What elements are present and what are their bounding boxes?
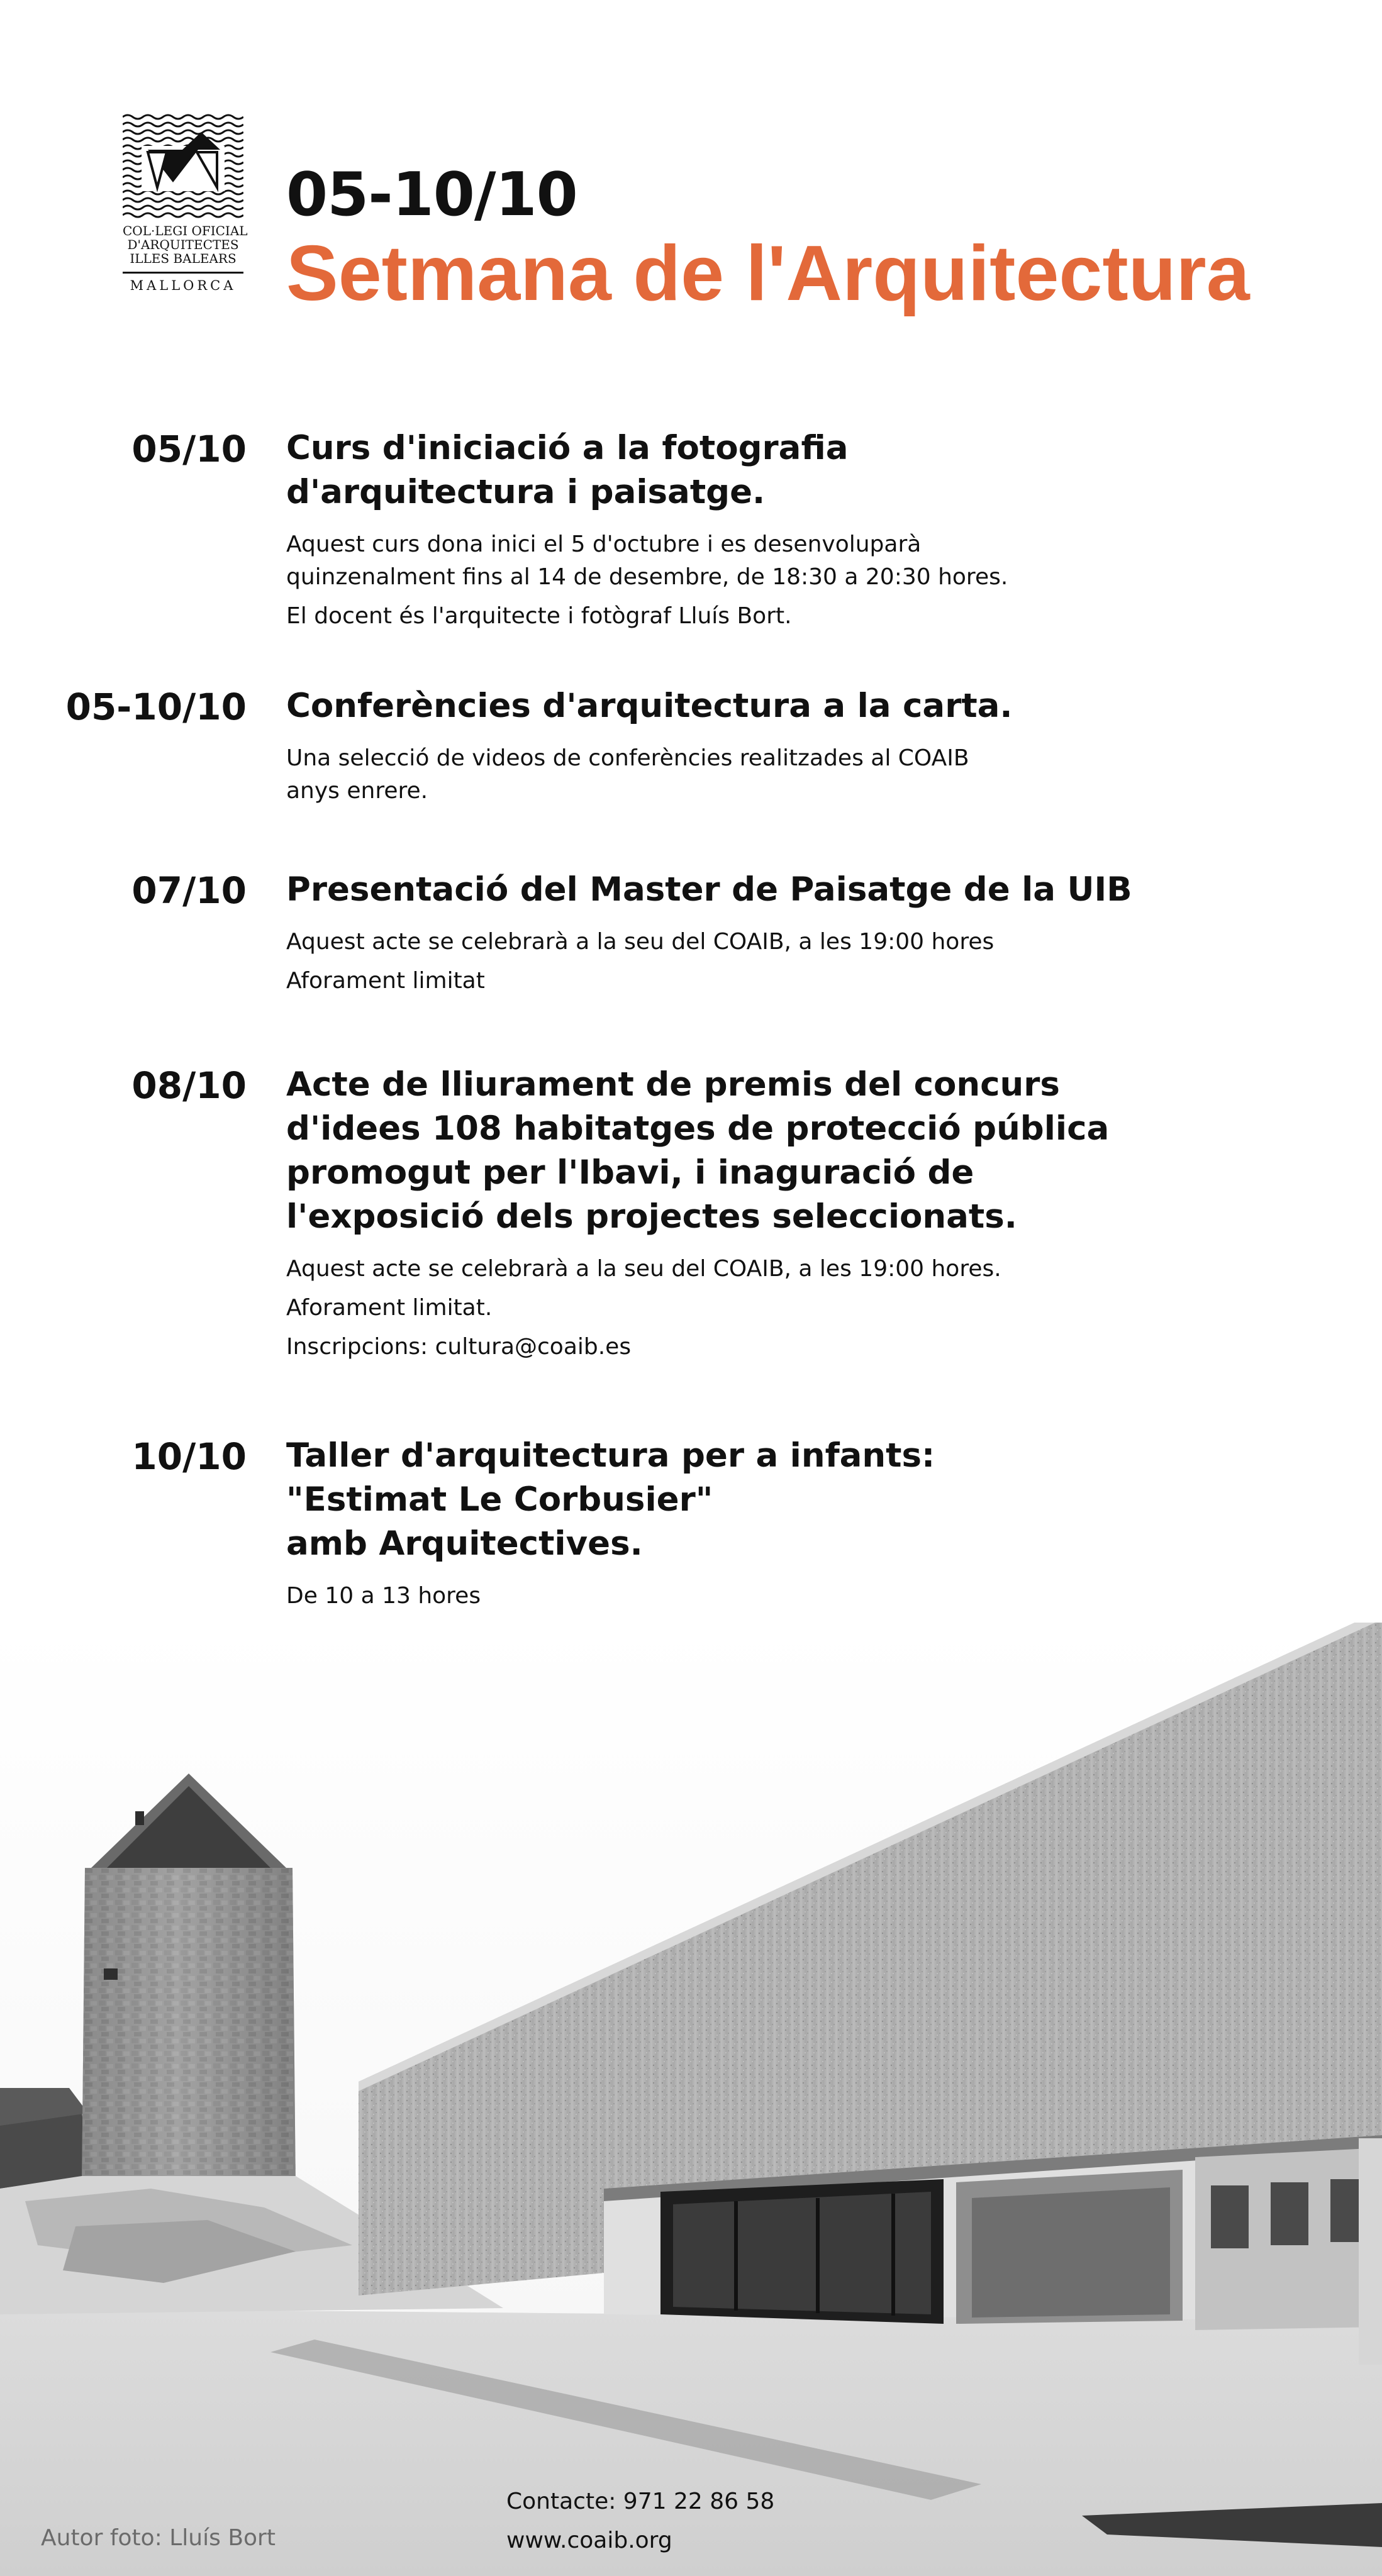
event-description (286, 528, 1198, 633)
event-date: 08/10 (131, 1064, 247, 1107)
event-title-line: d'idees 108 habitatges de protecció pública (286, 1109, 1110, 1148)
event-desc-line: Aforament limitat (286, 968, 485, 994)
logo-text-line: COL·LEGI OFICIAL (123, 223, 248, 238)
logo-text-line: D'ARQUITECTES (127, 237, 239, 252)
event-title-line: d'arquitectura i paisatge. (286, 473, 766, 511)
event-desc-line: Aforament limitat. (286, 1295, 493, 1321)
event-date: 05/10 (131, 428, 247, 470)
event-title-line: promogut per l'Ibavi, i inaguració de (286, 1153, 974, 1192)
event-title-line: amb Arquitectives. (286, 1524, 643, 1563)
event-desc-line: Aquest curs dona inici el 5 d'octubre i es desenvoluparà (286, 531, 922, 557)
event-title-line: Presentació del Master de Paisatge de la UIB (286, 870, 1132, 909)
event-title (286, 1434, 1198, 1566)
event-description (286, 1253, 1198, 1363)
event-desc-line: Aquest acte se celebrarà a la seu del COAIB, a les 19:00 hores (286, 929, 995, 955)
event-title-line: Taller d'arquitectura per a infants: (286, 1436, 935, 1475)
event-title-line: "Estimat Le Corbusier" (286, 1480, 713, 1519)
contact-phone: Contacte: 971 22 86 58 (506, 2489, 775, 2514)
contact-web: www.coaib.org (506, 2528, 672, 2553)
event-desc-line: El docent és l'arquitecte i fotògraf Lluís Bort. (286, 603, 792, 629)
header-dates: 05-10/10 (286, 160, 577, 230)
logo-place: MALLORCA (130, 278, 237, 293)
event-desc-line: anys enrere. (286, 778, 428, 804)
page-title: Setmana de l'Arquitectura (286, 230, 1250, 317)
logo-text-line: ILLES BALEARS (130, 251, 237, 266)
coaib-emblem-icon (123, 113, 243, 220)
event-date: 10/10 (131, 1435, 247, 1478)
event-title-line: l'exposició dels projectes seleccionats. (286, 1197, 1017, 1236)
event-description (286, 926, 1198, 997)
event-date: 05-10/10 (65, 686, 247, 728)
event-desc-line: De 10 a 13 hores (286, 1583, 481, 1609)
photo-credit: Autor foto: Lluís Bort (41, 2525, 276, 2551)
event-title (286, 426, 1198, 514)
event-body (286, 684, 1198, 808)
event-description (286, 742, 1198, 808)
event-body (286, 1063, 1198, 1363)
event-title (286, 868, 1198, 912)
event-desc-line: Una selecció de videos de conferències realitzades al COAIB (286, 745, 969, 771)
event-desc-line: quinzenalment fins al 14 de desembre, de 18:30 a 20:30 hores. (286, 564, 1008, 590)
event-desc-line: Inscripcions: cultura@coaib.es (286, 1334, 632, 1360)
event-body (286, 426, 1198, 633)
event-body (286, 868, 1198, 997)
event-title-line: Conferències d'arquitectura a la carta. (286, 687, 1013, 725)
coaib-logo (123, 113, 248, 305)
architecture-photo (0, 1623, 1382, 2576)
logo-divider (123, 272, 243, 274)
event-title (286, 1063, 1198, 1239)
event-date: 07/10 (131, 869, 247, 912)
event-desc-line: Aquest acte se celebrarà a la seu del COAIB, a les 19:00 hores. (286, 1256, 1001, 1282)
event-title-line: Acte de lliurament de premis del concurs (286, 1065, 1060, 1104)
event-title-line: Curs d'iniciació a la fotografia (286, 429, 849, 467)
contact-info (506, 2482, 774, 2560)
event-title (286, 684, 1198, 728)
